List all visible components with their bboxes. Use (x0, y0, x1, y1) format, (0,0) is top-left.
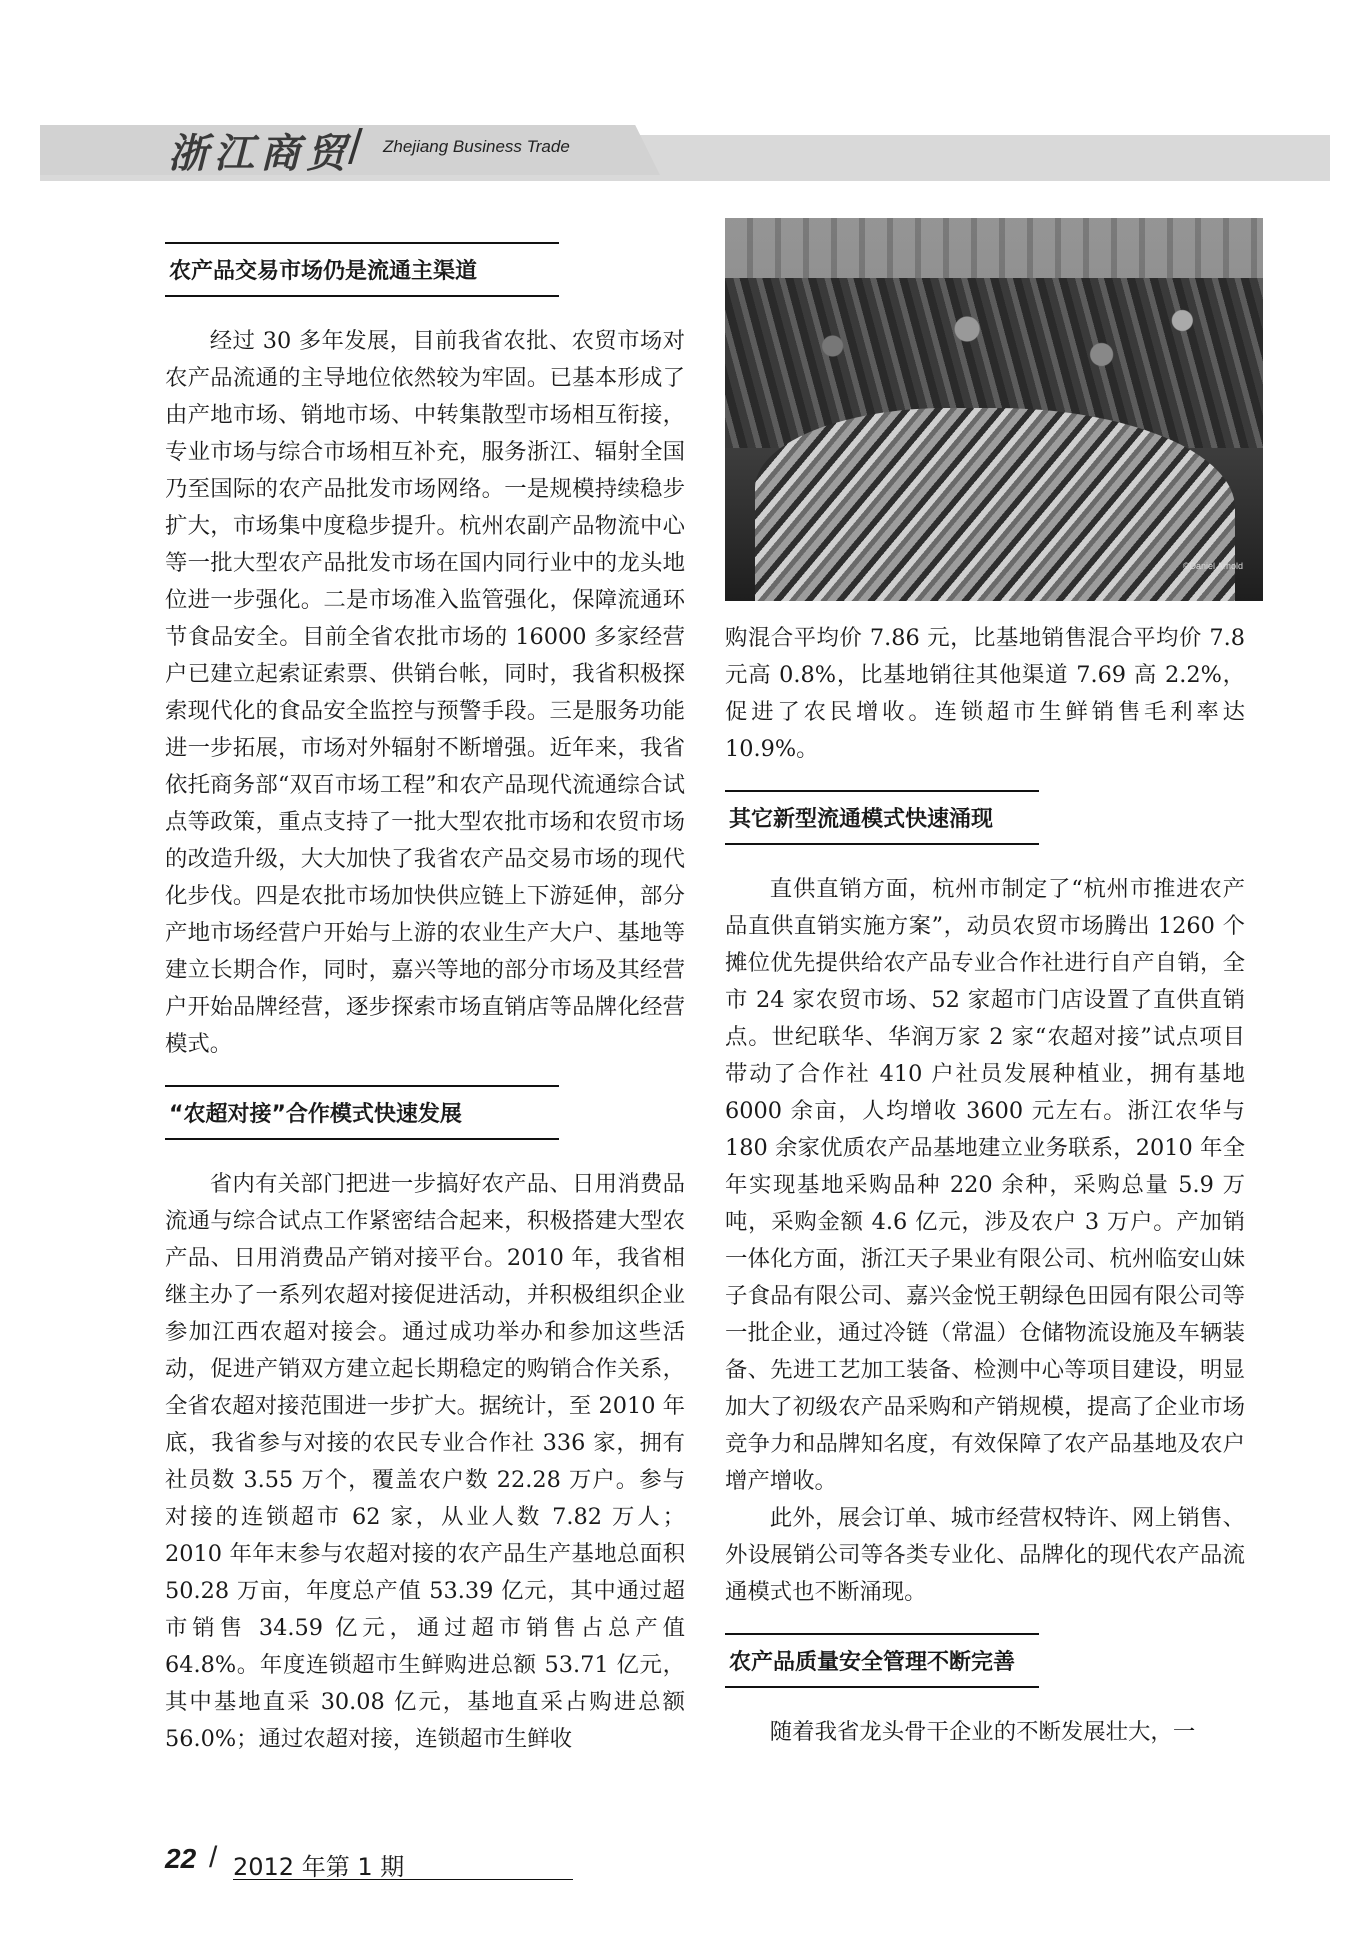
page-number: 22 (165, 1843, 197, 1874)
paragraph: 省内有关部门把进一步搞好农产品、日用消费品流通与综合试点工作紧密结合起来，积极搭建大型农产品、日用消费品产销对接平台。2010 年，我省相继主办了一系列农超对接促进活动，并积极组织企业参加江西农超对接会。通过成功举办和参加这些活动，促进产销双方建立起长期稳定的购销合作关系，全省农超对接范围进一步扩大。据统计，至 2010 年底，我省参与对接的农民专业合作社 336 家，拥有社员数 3.55 万个，覆盖农户数 22.28 万户。参与对接的连锁超市 62 家，从业人数 7.82 万人；2010 年年末参与农超对接的农产品生产基地总面积 50.28 万亩，年度总产值 53.39 亿元，其中通过超市销售 34.59 亿元，通过超市销售占总产值 64.8%。年度连锁超市生鲜购进总额 53.71 亿元，其中基地直采 30.08 亿元，基地直采占购进总额 56.0%；通过农超对接，连锁超市生鲜收 (165, 1171, 685, 1752)
paragraph: 此外，展会订单、城市经营权特许、网上销售、外设展销公司等各类专业化、品牌化的现代农产品流通模式也不断涌现。 (725, 1505, 1245, 1605)
paragraph: 直供直销方面，杭州市制定了“杭州市推进农产品直供直销实施方案”，动员农贸市场腾出 1260 个摊位优先提供给农产品专业合作社进行自产自销，全市 24 家农贸市场、52 家超市门店设置了直供直销点。世纪联华、华润万家 2 家“农超对接”试点项目带动了合作社 410 户社员发展种植业，拥有基地 6000 余亩，人均增收 3600 元左右。浙江农华与 180 余家优质农产品基地建立业务联系，2010 年全年实现基地采购品种 220 余种，采购总量 5.9 万吨，采购金额 4.6 亿元，涉及农户 3 万户。产加销一体化方面，浙江天子果业有限公司、杭州临安山妹子食品有限公司、嘉兴金悦王朝绿色田园有限公司等一批企业，通过冷链（常温）仓储物流设施及车辆装备、先进工艺加工装备、检测中心等项目建设，明显加大了初级农产品采购和产销规模，提高了企业市场竞争力和品牌知名度，有效保障了农产品基地及农户增产增收。 (725, 876, 1245, 1494)
spacer (725, 1611, 1245, 1633)
section-heading: 其它新型流通模式快速涌现 (725, 790, 1039, 845)
spacer (165, 1063, 685, 1085)
paragraph: 随着我省龙头骨干企业的不断发展壮大，一 (769, 1719, 1196, 1745)
issue-label: 2012 年第 1 期 (233, 1853, 405, 1881)
photo-produce-stall (755, 408, 1235, 601)
paragraph-continuation: 购混合平均价 7.86 元，比基地销售混合平均价 7.8 元高 0.8%，比基地销往其他渠道 7.69 高 2.2%，促进了农民增收。连锁超市生鲜销售毛利率达 10.9%。 (725, 625, 1245, 762)
masthead-subtitle: Zhejiang Business Trade (383, 137, 570, 156)
section-heading: 农产品交易市场仍是流通主渠道 (165, 242, 559, 297)
section-heading: 农产品质量安全管理不断完善 (725, 1633, 1039, 1688)
spacer (725, 768, 1245, 790)
market-photo (725, 218, 1263, 601)
photo-credit: ©Daniel Arnold (1182, 561, 1243, 571)
footer-divider: / (209, 1841, 218, 1874)
masthead-logo: 浙江商贸 (168, 130, 352, 177)
right-column (725, 620, 1245, 1751)
paragraph: 经过 30 多年发展，目前我省农批、农贸市场对农产品流通的主导地位依然较为牢固。已基本形成了由产地市场、销地市场、中转集散型市场相互衔接，专业市场与综合市场相互补充，服务浙江、辐射全国乃至国际的农产品批发市场网络。一是规模持续稳步扩大，市场集中度稳步提升。杭州农副产品物流中心等一批大型农产品批发市场在国内同行业中的龙头地位进一步强化。二是市场准入监管强化，保障流通环节食品安全。目前全省农批市场的 16000 多家经营户已建立起索证索票、供销台帐，同时，我省积极探索现代化的食品安全监控与预警手段。三是服务功能进一步拓展，市场对外辐射不断增强。近年来，我省依托商务部“双百市场工程”和农产品现代流通综合试点等政策，重点支持了一批大型农批市场和农贸市场的改造升级，大大加快了我省农产品交易市场的现代化步伐。四是农批市场加快供应链上下游延伸，部分产地市场经营户开始与上游的农业生产大户、基地等建立长期合作，同时，嘉兴等地的部分市场及其经营户开始品牌经营，逐步探索市场直销店等品牌化经营模式。 (165, 328, 685, 1057)
masthead-divider: / (348, 120, 363, 171)
section-heading: “农超对接”合作模式快速发展 (165, 1085, 559, 1140)
left-column (165, 242, 685, 1758)
footer-rule (233, 1879, 573, 1880)
